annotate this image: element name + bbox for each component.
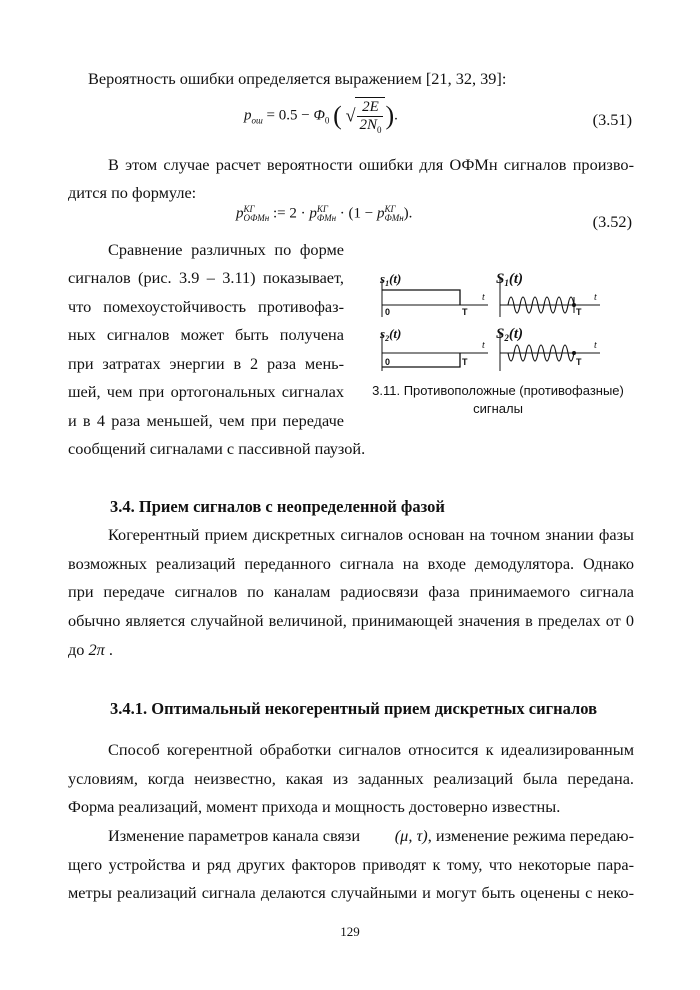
fraction	[357, 99, 383, 135]
section-heading: 3.4. Прием сигналов с неопределенной фазой	[110, 497, 445, 516]
s2-pulse	[382, 353, 460, 367]
page-number: 129	[340, 924, 360, 939]
formula-subscript: ОФМн	[243, 213, 270, 223]
s2-T: T	[462, 357, 468, 367]
text-fragment: до	[68, 640, 85, 659]
side-text-line: сообщений сигналами с пассивной паузой.	[68, 439, 366, 458]
s1-pulse	[382, 290, 460, 305]
S2-dot	[572, 351, 576, 355]
formula-subscript: ФМн	[384, 213, 404, 223]
formula-subscript: 0	[376, 125, 382, 135]
fraction-denominator	[357, 117, 383, 135]
paragraph-line: при передаче сигналов по каналам радиосвязи фаза принимаемого сигнала	[68, 582, 634, 601]
label-S2: $S_2(t)$	[496, 326, 524, 343]
s1-T: T	[462, 307, 468, 317]
formula-superscript: КГ	[384, 204, 396, 214]
formula-superscript: КГ	[316, 204, 328, 214]
paragraph-line: Способ когерентной обработки сигналов относится к идеализированным	[108, 740, 634, 759]
side-text-line: сигналов (рис. 3.9 – 3.11) показывает,	[68, 268, 344, 287]
paragraph-line: дится по формуле:	[68, 183, 197, 202]
s2-t-label: t	[482, 340, 485, 351]
formula-subscript: 0	[324, 115, 330, 126]
formula-operator: := 2 ·	[273, 205, 306, 222]
text-fragment: , изменение режима передаю-	[427, 826, 634, 845]
text-fragment: .	[108, 640, 113, 659]
sup-sub-stack	[317, 205, 336, 223]
sup-sub-stack	[385, 205, 404, 223]
formula-superscript: КГ	[243, 204, 255, 214]
S1-t-label: t	[594, 292, 597, 303]
sup-sub-stack	[244, 205, 270, 223]
math-value: (μ, τ)	[394, 826, 428, 845]
label-s1: $s_1(t)$	[380, 271, 402, 288]
formula-operator: ·	[339, 205, 345, 222]
s2-zero: 0	[385, 357, 391, 367]
S2-t-label: t	[594, 340, 597, 351]
formula-3-52	[236, 205, 412, 223]
paragraph-line: Когерентный прием дискретных сигналов основан на точном знании фазы	[108, 525, 634, 544]
math-value: 2π	[88, 640, 105, 659]
label-S1: $S_1(t)$	[496, 271, 524, 288]
formula-symbol: p	[236, 205, 244, 222]
formula-3-51	[244, 97, 398, 135]
open-paren: (	[333, 101, 342, 130]
numerator-text: 2E	[362, 99, 379, 115]
caption-line: 3.11. Противоположные (противофазные)	[372, 383, 624, 398]
formula-symbol: p	[309, 205, 317, 222]
paragraph-line	[108, 826, 634, 846]
side-text-line: при затратах энергии в 2 раза мень-	[68, 354, 344, 373]
formula-subscript: ФМн	[316, 213, 337, 223]
denominator-text: 2N	[359, 117, 377, 133]
formula-operator: (1 −	[348, 205, 374, 222]
intro-line: Вероятность ошибки определяется выражением [21, 32, 39]:	[88, 69, 507, 88]
paragraph-line: возможных реализаций переданного сигнала на входе демодулятора. Однако	[68, 554, 634, 573]
S2-T: T	[576, 357, 582, 367]
paragraph-line: обычно является случайной величиной, принимающей значения в пределах от 0	[68, 611, 634, 630]
equation-number-3-51: (3.51)	[592, 110, 632, 129]
label-s2: $s_2(t)$	[380, 326, 402, 343]
paragraph-line: условиям, когда неизвестно, какая из заданных реализаций была передана.	[68, 769, 634, 788]
sqrt-sign: √	[345, 105, 356, 126]
paragraph-line: Форма реализаций, момент прихода и мощность достоверно известны.	[68, 797, 561, 816]
formula-subscript: ош	[251, 115, 263, 126]
s1-t-label: t	[482, 292, 485, 303]
s1-zero: 0	[385, 307, 391, 317]
formula-symbol: p	[244, 107, 252, 124]
text-fragment: Изменение параметров канала связи	[108, 826, 361, 845]
side-text-line: Сравнение различных по форме	[108, 240, 344, 259]
side-text-line: ных сигналов может быть получена	[68, 325, 344, 344]
side-text-line: и в 4 раза меньшей, чем при передаче	[68, 411, 344, 430]
formula-operator: = 0.5 −	[266, 107, 310, 124]
text-fragment-group	[395, 826, 634, 846]
fraction-numerator	[357, 99, 383, 117]
paragraph-line: В этом случае расчет вероятности ошибки для ОФМн сигналов произво-	[108, 155, 634, 174]
side-text-line: шей, чем при ортогональных сигналах	[68, 382, 344, 401]
S1-T: T	[576, 307, 582, 317]
signal-figure	[376, 267, 616, 377]
formula-symbol: p	[377, 205, 385, 222]
close-paren: ).	[403, 205, 413, 222]
close-paren: )	[385, 101, 395, 130]
paragraph-line: метры реализаций сигнала делаются случайными и могут быть оценены с неко-	[68, 883, 634, 902]
formula-symbol: Φ	[313, 107, 325, 124]
sqrt-body	[355, 97, 385, 135]
figure-caption	[356, 382, 640, 417]
caption-line: сигналы	[473, 400, 523, 416]
side-text-line: что помехоустойчивость противофаз-	[68, 297, 344, 316]
subsection-heading: 3.4.1. Оптимальный некогерентный прием дискретных сигналов	[110, 699, 597, 718]
paragraph-line: щего устройства и ряд других факторов приводят к тому, что некоторые пара-	[68, 855, 634, 874]
formula-period: .	[394, 107, 398, 124]
paragraph-line	[68, 640, 113, 660]
equation-number-3-52: (3.52)	[592, 212, 632, 231]
